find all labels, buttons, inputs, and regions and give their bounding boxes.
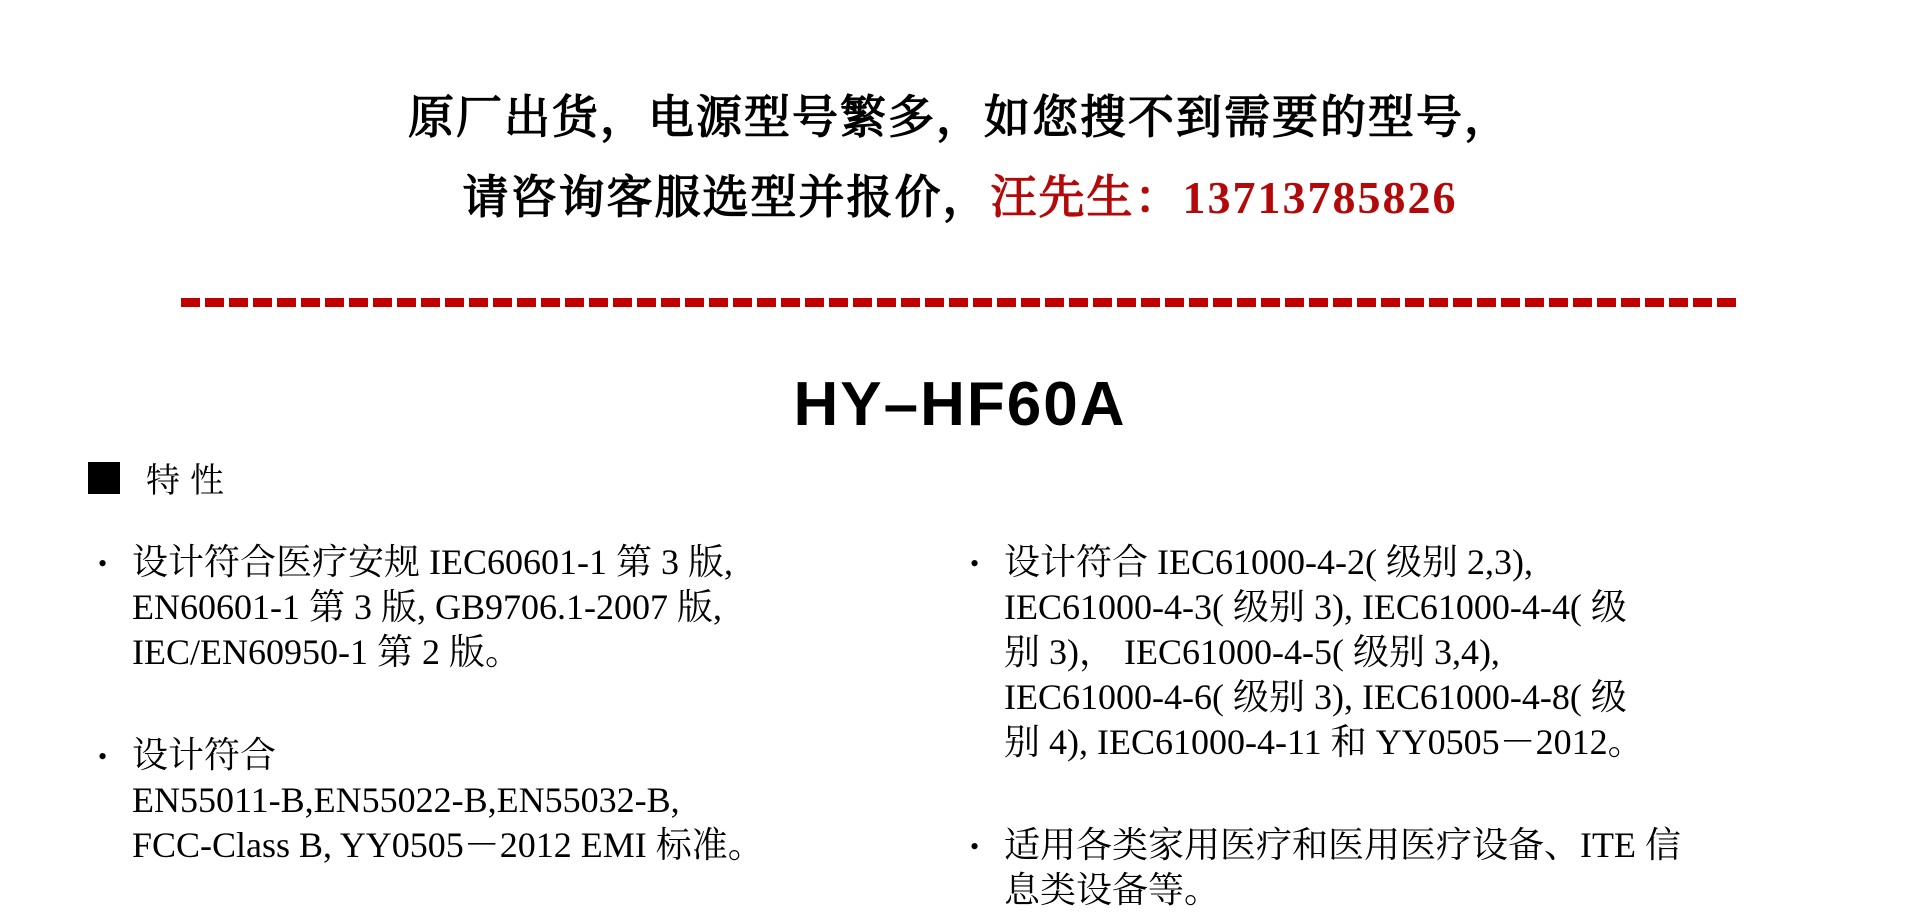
- bullet-icon: •: [970, 549, 980, 578]
- feature-item: [970, 540, 1900, 765]
- features-columns: [98, 540, 1920, 913]
- feature-line: IEC/EN60950-1 第 2 版。: [132, 632, 521, 672]
- feature-line: 设计符合 IEC61000-4-2( 级别 2,3),: [1004, 542, 1533, 582]
- feature-text: [1004, 823, 1681, 913]
- bullet-icon: •: [98, 742, 108, 771]
- feature-line: 别 3)， IEC61000-4-5( 级别 3,4),: [1004, 632, 1500, 672]
- feature-text: [132, 540, 733, 675]
- features-section-header: [88, 453, 1920, 502]
- feature-line: 适用各类家用医疗和医用医疗设备、ITE 信: [1004, 825, 1681, 865]
- bullet-icon: •: [98, 549, 108, 578]
- features-section: [88, 453, 1920, 913]
- product-model-title: HY–HF60A: [793, 370, 1127, 439]
- feature-item: [98, 733, 970, 868]
- features-section-title: 特性: [146, 463, 234, 500]
- notice-line-1: 原厂出货，电源型号繁多，如您搜不到需要的型号，: [408, 92, 1512, 143]
- section-marker-square-icon: [88, 462, 120, 494]
- feature-text: [1004, 540, 1644, 765]
- feature-item: [970, 823, 1900, 913]
- feature-line: EN60601-1 第 3 版, GB9706.1-2007 版,: [132, 587, 722, 627]
- red-dashed-divider: [181, 298, 1739, 307]
- feature-line: IEC61000-4-3( 级别 3), IEC61000-4-4( 级: [1004, 587, 1627, 627]
- feature-line: 设计符合: [132, 735, 277, 775]
- notice-line-2: [0, 158, 1920, 238]
- feature-line: EN55011-B,EN55022-B,EN55032-B,: [132, 780, 680, 820]
- feature-text: [132, 733, 764, 868]
- features-column-left: [98, 540, 970, 913]
- contact-phone: 汪先生：13713785826: [990, 172, 1458, 223]
- header-notice: [0, 0, 1920, 238]
- bullet-icon: •: [970, 832, 980, 861]
- feature-line: 设计符合医疗安规 IEC60601-1 第 3 版,: [132, 542, 733, 582]
- feature-line: 别 4), IEC61000-4-11 和 YY0505－2012。: [1004, 722, 1644, 762]
- feature-item: [98, 540, 970, 675]
- notice-line-2-text: 请咨询客服选型并报价，: [462, 172, 991, 223]
- feature-line: IEC61000-4-6( 级别 3), IEC61000-4-8( 级: [1004, 677, 1627, 717]
- feature-line: FCC-Class B, YY0505－2012 EMI 标准。: [132, 825, 764, 865]
- feature-line: 息类设备等。: [1004, 870, 1221, 910]
- features-column-right: [970, 540, 1900, 913]
